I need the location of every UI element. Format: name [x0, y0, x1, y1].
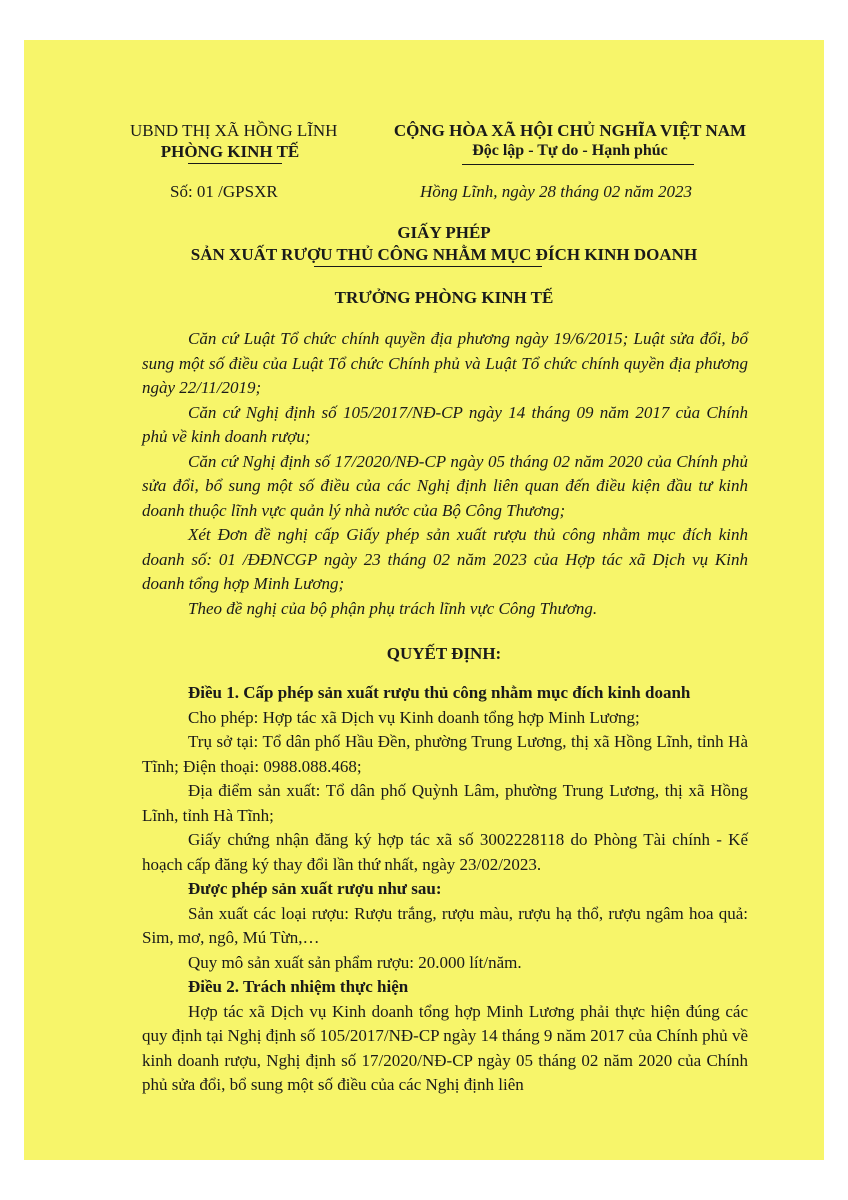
- decision-heading: QUYẾT ĐỊNH:: [386, 644, 502, 663]
- agency-name: UBND THỊ XÃ HỒNG LĨNH: [130, 121, 338, 140]
- legal-basis-1: Căn cứ Luật Tổ chức chính quyền địa phương ngày 19/6/2015; Luật sửa đổi, bổ sung một số điều của Luật Tổ chức Chính phủ và Luật Tổ chức chính quyền địa phương ngày 22/11/2019;: [142, 329, 748, 397]
- legal-basis-4: Xét Đơn đề nghị cấp Giấy phép sản xuất rượu thủ công nhằm mục đích kinh doanh số: 01 /ĐĐNCGP ngày 23 tháng 02 năm 2023 của Hợp tác xã Dịch vụ Kinh doanh tổng hợp Minh Lương;: [142, 525, 748, 593]
- article-1-heading: Điều 1. Cấp phép sản xuất rượu thủ công nhằm mục đích kinh doanh: [188, 683, 691, 702]
- document-title: GIẤY PHÉP: [397, 223, 491, 242]
- article-1-subpara: Sản xuất các loại rượu: Rượu trắng, rượu màu, rượu hạ thổ, rượu ngâm hoa quả: Sim, mơ, ngô, Mú Từn,…: [142, 903, 748, 947]
- legal-basis-5: Theo đề nghị của bộ phận phụ trách lĩnh vực Công Thương.: [188, 598, 598, 618]
- preamble: [142, 327, 748, 621]
- article-2-heading: Điều 2. Trách nhiệm thực hiện: [188, 977, 409, 996]
- national-title: CỘNG HÒA XÃ HỘI CHỦ NGHĨA VIỆT NAM: [393, 121, 747, 140]
- article-1-para: Giấy chứng nhận đăng ký hợp tác xã số 3002228118 do Phòng Tài chính - Kế hoạch cấp đăng ký thay đổi lần thứ nhất, ngày 23/02/2023.: [142, 830, 748, 874]
- title-underline: [314, 266, 542, 267]
- document-number: Số: 01 /GPSXR: [170, 182, 278, 201]
- national-motto: Độc lập - Tự do - Hạnh phúc: [472, 142, 668, 159]
- department-underline: [188, 163, 282, 164]
- article-1-subheading: Được phép sản xuất rượu như sau:: [188, 879, 442, 898]
- article-1-para: Cho phép: Hợp tác xã Dịch vụ Kinh doanh tổng hợp Minh Lương;: [188, 707, 640, 727]
- legal-basis-3: Căn cứ Nghị định số 17/2020/NĐ-CP ngày 05 tháng 02 năm 2020 của Chính phủ sửa đổi, bổ sung một số điều của các Nghị định liên quan đến điều kiện đầu tư kinh doanh thuộc lĩnh vực quản lý nhà nước của Bộ Công Thương;: [142, 451, 748, 520]
- authority-title: TRƯỞNG PHÒNG KINH TẾ: [334, 288, 554, 307]
- motto-underline: [462, 164, 694, 165]
- article-1-para: Địa điểm sản xuất: Tổ dân phố Quỳnh Lâm, phường Trung Lương, thị xã Hồng Lĩnh, tỉnh Hà Tĩnh;: [142, 781, 748, 825]
- legal-basis-2: Căn cứ Nghị định số 105/2017/NĐ-CP ngày 14 tháng 09 năm 2017 của Chính phủ về kinh doanh rượu;: [142, 402, 748, 446]
- article-1-para: Trụ sở tại: Tổ dân phố Hầu Đền, phường Trung Lương, thị xã Hồng Lĩnh, tỉnh Hà Tĩnh; Điện thoại: 0988.088.468;: [142, 732, 748, 776]
- articles: [142, 681, 748, 1098]
- department-name: PHÒNG KINH TẾ: [160, 142, 300, 161]
- article-2-para: Hợp tác xã Dịch vụ Kinh doanh tổng hợp Minh Lương phải thực hiện đúng các quy định tại Nghị định số 105/2017/NĐ-CP ngày 14 tháng 9 năm 2017 của Chính phủ về kinh doanh rượu, Nghị định số 17/2020/NĐ-CP ngày 05 tháng 02 năm 2020 của Chính phủ sửa đổi, bổ sung một số điều của các Nghị định liên: [142, 1001, 748, 1094]
- place-date: Hồng Lĩnh, ngày 28 tháng 02 năm 2023: [420, 182, 692, 201]
- article-1-subpara: Quy mô sản xuất sản phẩm rượu: 20.000 lít/năm.: [188, 952, 522, 972]
- document-subtitle: SẢN XUẤT RƯỢU THỦ CÔNG NHẰM MỤC ĐÍCH KINH DOANH: [190, 245, 698, 264]
